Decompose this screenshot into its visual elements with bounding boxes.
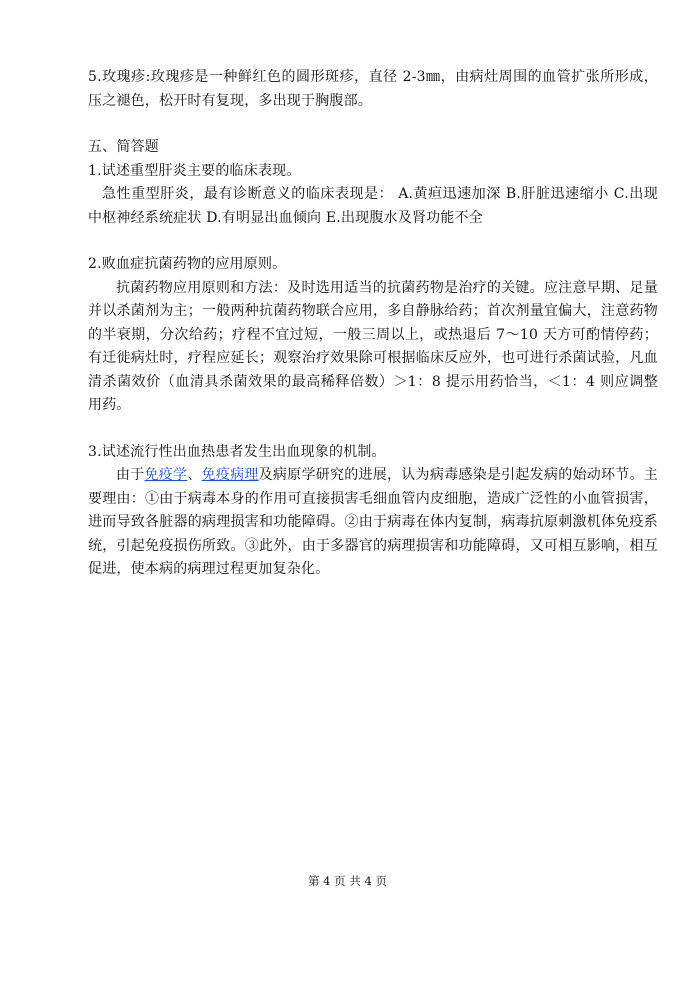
definition-item-rose-spots: 5.玫瑰疹:玫瑰疹是一种鲜红色的圆形斑疹，直径 2-3㎜，由病灶周围的血管扩张所形成，压之褪色，松开时有复现，多出现于胸腹部。: [88, 69, 658, 109]
link-immunopathology[interactable]: 免疫病理: [201, 467, 259, 483]
spacer: [88, 230, 658, 253]
page-footer: 第 4 页 共 4 页: [308, 874, 387, 888]
answer-3: [88, 464, 658, 582]
question-1: 1.试述重型肝炎主要的临床表现。: [88, 162, 301, 179]
answer-3-body: 及病原学研究的进展，认为病毒感染是引起发病的始动环节。主要理由：①由于病毒本身的作用可直接损害毛细血管内皮细胞，造成广泛性的小血管损害，进而导致各脏器的病理损害和功能障碍。②由于病毒在体内复制，病毒抗原刺激机体免疫系统，引起免疫损伤所致。③此外，由于多器官的病理损害和功能障碍，又可相互影响，相互促进，使本病的病理过程更加复杂化。: [88, 467, 658, 577]
question-3: 3.试述流行性出血热患者发生出血现象的机制。: [88, 443, 386, 460]
spacer: [88, 113, 658, 136]
answer-3-prefix: 由于: [116, 467, 145, 483]
question-2: 2.败血症抗菌药物的应用原则。: [88, 256, 287, 272]
document-body: [88, 66, 658, 582]
answer-3-separator: 、: [187, 467, 202, 483]
answer-1: 急性重型肝炎，最有诊断意义的临床表现是： A.黄疸迅速加深 B.肝脏迅速缩小 C.出现中枢神经系统症状 D.有明显出血倾向 E.出现腹水及肾功能不全: [88, 186, 658, 226]
answer-2: 抗菌药物应用原则和方法：及时选用适当的抗菌药物是治疗的关键。应注意早期、足量并以杀菌剂为主；一般两种抗菌药物联合应用，多自静脉给药；首次剂量宜偏大，注意药物的半衰期，分次给药；疗程不宜过短，一般三周以上，或热退后 7～10 天方可酌情停药；有迁徙病灶时，疗程应延长；观察治疗效果除可根据临床反应外，也可进行杀菌试验，凡血清杀菌效价（血清具杀菌效果的最高稀释倍数）＞1：8 提示用药恰当，＜1：4 则应调整用药。: [88, 279, 658, 413]
section-heading: 五、简答题: [88, 139, 159, 155]
spacer: [88, 418, 658, 441]
link-immunology[interactable]: 免疫学: [144, 467, 188, 483]
